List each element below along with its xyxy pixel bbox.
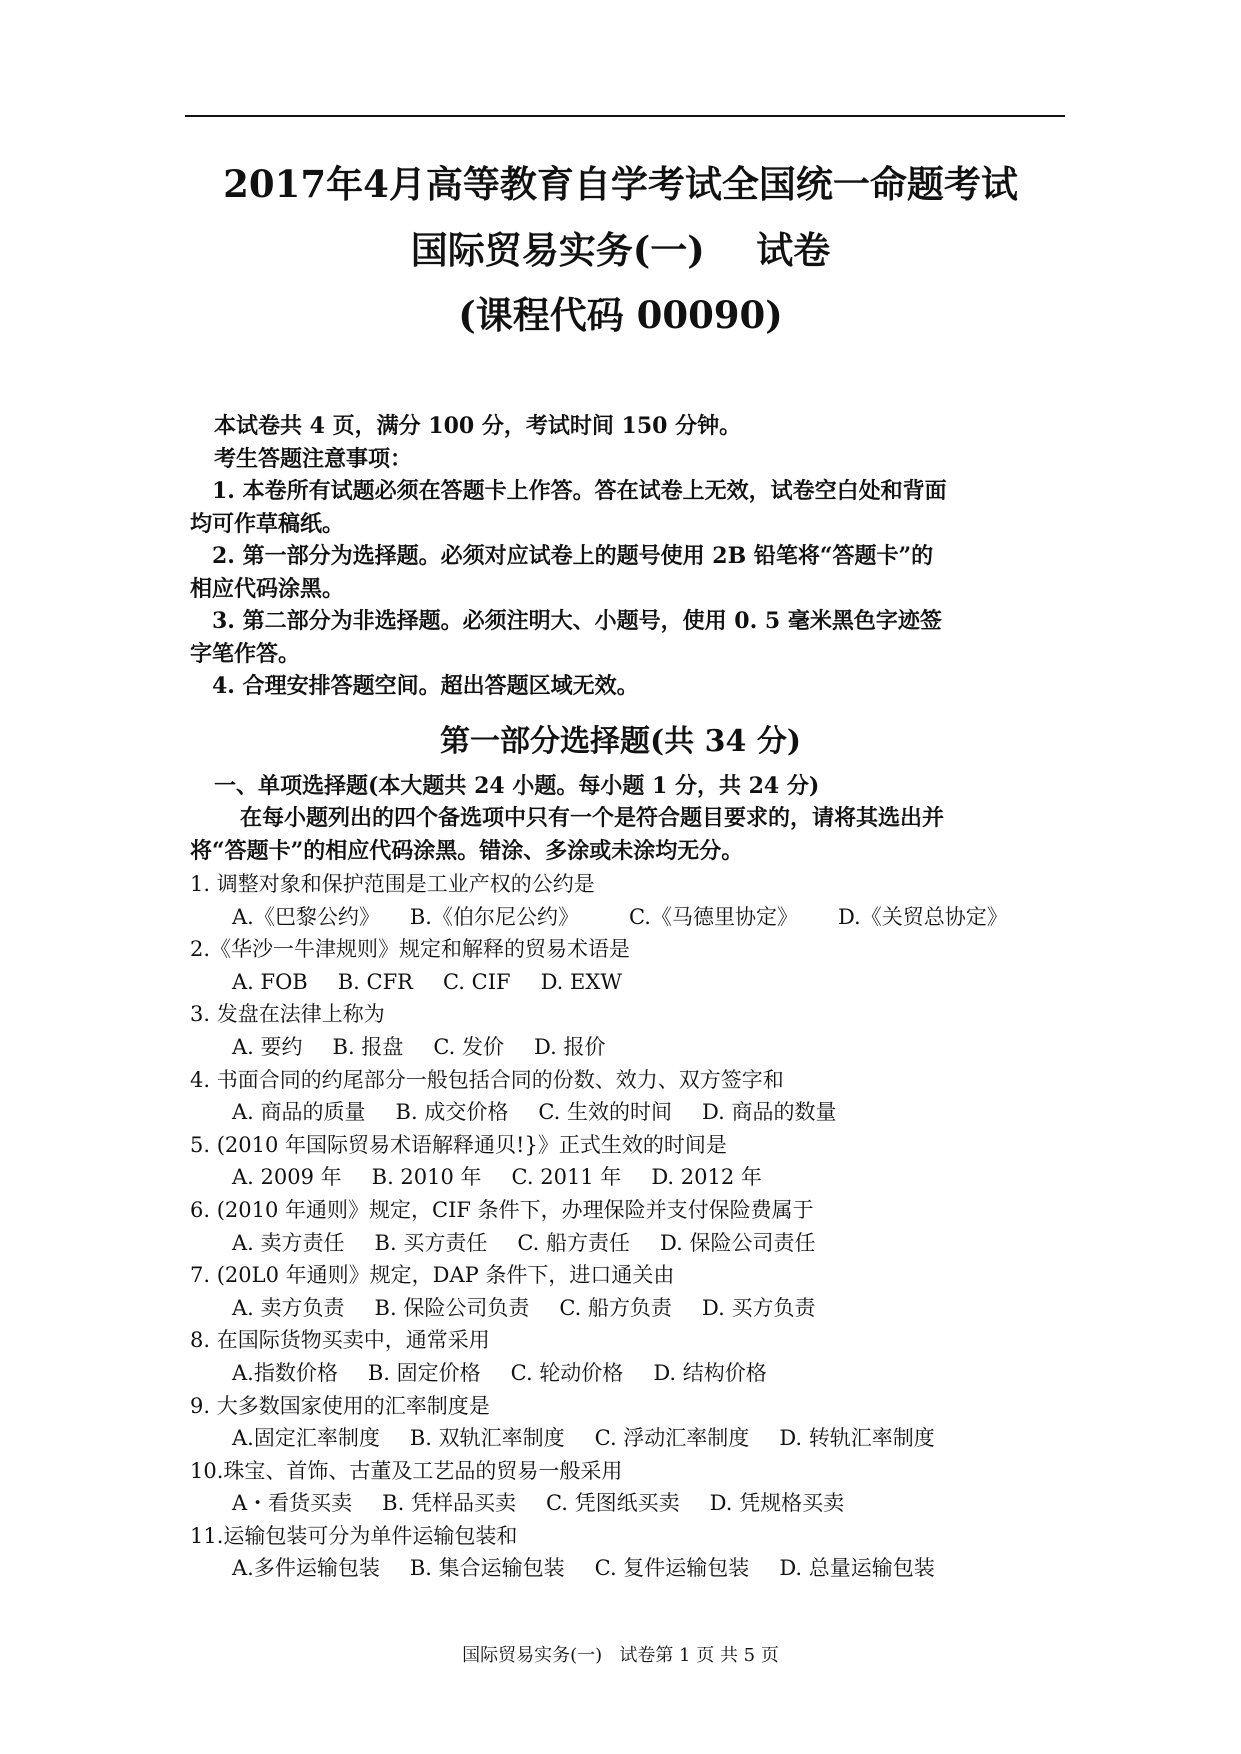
question-list bbox=[190, 868, 1090, 1585]
question-stem: 10.珠宝、首饰、古董及工艺品的贸易一般采用 bbox=[190, 1458, 623, 1483]
option-b[interactable]: B. 保险公司负责 bbox=[374, 1295, 530, 1320]
instruction-item-3a: 3. 第二部分为非选择题。必须注明大、小题号，使用 0. 5 毫米黑色字迹签 bbox=[212, 608, 942, 634]
option-c[interactable]: C. 船方负责 bbox=[559, 1295, 672, 1320]
option-c[interactable]: C. 浮动汇率制度 bbox=[594, 1426, 750, 1451]
instruction-item-3b: 字笔作答。 bbox=[190, 640, 301, 667]
question-item bbox=[190, 1194, 1090, 1259]
section-description-line1: 在每小题列出的四个备选项中只有一个是符合题目要求的，请将其选出并 bbox=[240, 805, 945, 831]
question-item bbox=[190, 1129, 1090, 1194]
instruction-item-2a: 2. 第一部分为选择题。必须对应试卷上的题号使用 2B 铅笔将“答题卡”的 bbox=[212, 543, 934, 569]
question-options bbox=[190, 1161, 1090, 1194]
paper-subject-title: 国际贸易实务(一) 试卷 bbox=[410, 228, 831, 272]
instruction-item-1b: 均可作草稿纸。 bbox=[190, 510, 345, 537]
option-b[interactable]: B. 报盘 bbox=[332, 1034, 404, 1059]
option-b[interactable]: B. 成交价格 bbox=[395, 1100, 509, 1125]
option-c[interactable]: C. 生效的时间 bbox=[538, 1100, 672, 1125]
question-item bbox=[190, 1455, 1090, 1520]
question-options bbox=[190, 966, 1090, 999]
option-a[interactable]: A. 要约 bbox=[232, 1034, 303, 1059]
option-b[interactable]: B. 买方责任 bbox=[374, 1230, 488, 1255]
option-a[interactable]: A. 卖方责任 bbox=[232, 1230, 345, 1255]
question-stem: 2.《华沙一牛津规则》规定和解释的贸易术语是 bbox=[190, 937, 631, 962]
option-d[interactable]: D.《关贸总协定》 bbox=[837, 904, 1008, 929]
option-b[interactable]: B.《伯尔尼公约》 bbox=[409, 904, 579, 929]
option-d[interactable]: D. 2012 年 bbox=[651, 1165, 762, 1190]
question-item bbox=[190, 1064, 1090, 1129]
option-c[interactable]: C. CIF bbox=[442, 969, 511, 994]
option-d[interactable]: D. 买方负责 bbox=[702, 1295, 816, 1320]
option-c[interactable]: C. 复件运输包装 bbox=[594, 1556, 750, 1581]
question-options bbox=[190, 1292, 1090, 1325]
option-b[interactable]: B. CFR bbox=[337, 969, 413, 994]
option-d[interactable]: D. 报价 bbox=[534, 1034, 606, 1059]
option-c[interactable]: C. 2011 年 bbox=[511, 1165, 622, 1190]
question-options bbox=[190, 1096, 1090, 1129]
course-code: (课程代码 00090) bbox=[458, 293, 783, 337]
option-a[interactable]: A・看货买卖 bbox=[232, 1491, 353, 1516]
section-heading: 一、单项选择题(本大题共 24 小题。每小题 1 分，共 24 分) bbox=[214, 773, 820, 799]
question-options bbox=[190, 901, 1090, 934]
option-c[interactable]: C. 发价 bbox=[433, 1034, 504, 1059]
option-b[interactable]: B. 2010 年 bbox=[371, 1165, 482, 1190]
question-stem: 8. 在国际货物买卖中，通常采用 bbox=[190, 1328, 490, 1353]
question-item bbox=[190, 933, 1090, 998]
option-a[interactable]: A. 商品的质量 bbox=[232, 1100, 366, 1125]
question-options bbox=[190, 1227, 1090, 1260]
question-options bbox=[190, 1552, 1090, 1585]
option-c[interactable]: C.《马德里协定》 bbox=[628, 904, 798, 929]
option-d[interactable]: D. EXW bbox=[540, 969, 622, 994]
option-d[interactable]: D. 转轨汇率制度 bbox=[779, 1426, 935, 1451]
question-item bbox=[190, 1520, 1090, 1585]
option-a[interactable]: A. 2009 年 bbox=[232, 1165, 342, 1190]
question-options bbox=[190, 1487, 1090, 1520]
instructions-intro: 本试卷共 4 页，满分 100 分，考试时间 150 分钟。 bbox=[214, 413, 742, 439]
option-d[interactable]: D. 凭规格买卖 bbox=[709, 1491, 845, 1516]
question-stem: 11.运输包装可分为单件运输包装和 bbox=[190, 1523, 518, 1548]
option-c[interactable]: C. 凭图纸买卖 bbox=[545, 1491, 680, 1516]
option-a[interactable]: A.《巴黎公约》 bbox=[232, 904, 380, 929]
question-item bbox=[190, 998, 1090, 1063]
option-b[interactable]: B. 固定价格 bbox=[367, 1360, 481, 1385]
question-stem: 3. 发盘在法律上称为 bbox=[190, 1002, 385, 1027]
instruction-item-2b: 相应代码涂黑。 bbox=[190, 575, 345, 602]
option-c[interactable]: C. 轮动价格 bbox=[510, 1360, 624, 1385]
question-stem: 9. 大多数国家使用的汇率制度是 bbox=[190, 1393, 490, 1418]
exam-title: 2017年4月高等教育自学考试全国统一命题考试 bbox=[223, 162, 1018, 206]
option-b[interactable]: B. 集合运输包装 bbox=[409, 1556, 565, 1581]
question-item bbox=[190, 1324, 1090, 1389]
option-c[interactable]: C. 船方责任 bbox=[517, 1230, 630, 1255]
option-d[interactable]: D. 保险公司责任 bbox=[660, 1230, 816, 1255]
question-stem: 1. 调整对象和保护范围是工业产权的公约是 bbox=[190, 872, 595, 896]
question-stem: 5. (2010 年国际贸易术语解释通贝!}》正式生效的时间是 bbox=[190, 1132, 727, 1157]
header-rule bbox=[185, 115, 1065, 117]
section-description-line2: 将“答题卡”的相应代码涂黑。错涂、多涂或未涂均无分。 bbox=[190, 837, 744, 864]
question-options bbox=[190, 1357, 1090, 1390]
question-stem: 7. (20L0 年通则》规定，DAP 条件下，进口通关由 bbox=[190, 1263, 675, 1288]
instructions-block bbox=[190, 410, 1070, 703]
question-stem: 6. (2010 年通则》规定，CIF 条件下，办理保险并支付保险费属于 bbox=[190, 1197, 814, 1222]
page-footer: 国际贸易实务(一) 试卷第 1 页 共 5 页 bbox=[462, 1645, 779, 1666]
option-a[interactable]: A. FOB bbox=[232, 969, 308, 994]
question-item bbox=[190, 1259, 1090, 1324]
option-b[interactable]: B. 双轨汇率制度 bbox=[409, 1426, 565, 1451]
option-a[interactable]: A.固定汇率制度 bbox=[232, 1426, 380, 1451]
instruction-item-1a: 1. 本卷所有试题必须在答题卡上作答。答在试卷上无效，试卷空白处和背面 bbox=[212, 478, 947, 504]
option-d[interactable]: D. 结构价格 bbox=[653, 1360, 767, 1385]
question-options bbox=[190, 1422, 1090, 1455]
question-options bbox=[190, 1031, 1090, 1064]
option-a[interactable]: A.多件运输包装 bbox=[232, 1556, 380, 1581]
option-b[interactable]: B. 凭样品买卖 bbox=[382, 1491, 516, 1516]
question-item bbox=[190, 1390, 1090, 1455]
instruction-item-4: 4. 合理安排答题空间。超出答题区域无效。 bbox=[212, 673, 639, 699]
option-d[interactable]: D. 商品的数量 bbox=[702, 1100, 837, 1125]
option-a[interactable]: A.指数价格 bbox=[232, 1360, 338, 1385]
instructions-notice-title: 考生答题注意事项： bbox=[214, 445, 413, 472]
question-item bbox=[190, 868, 1090, 933]
option-a[interactable]: A. 卖方负责 bbox=[232, 1295, 345, 1320]
section-description bbox=[190, 802, 1070, 867]
question-stem: 4. 书面合同的约尾部分一般包括合同的份数、效力、双方签字和 bbox=[190, 1067, 784, 1092]
option-d[interactable]: D. 总量运输包装 bbox=[779, 1556, 935, 1581]
part1-title: 第一部分选择题(共 34 分) bbox=[439, 724, 802, 759]
